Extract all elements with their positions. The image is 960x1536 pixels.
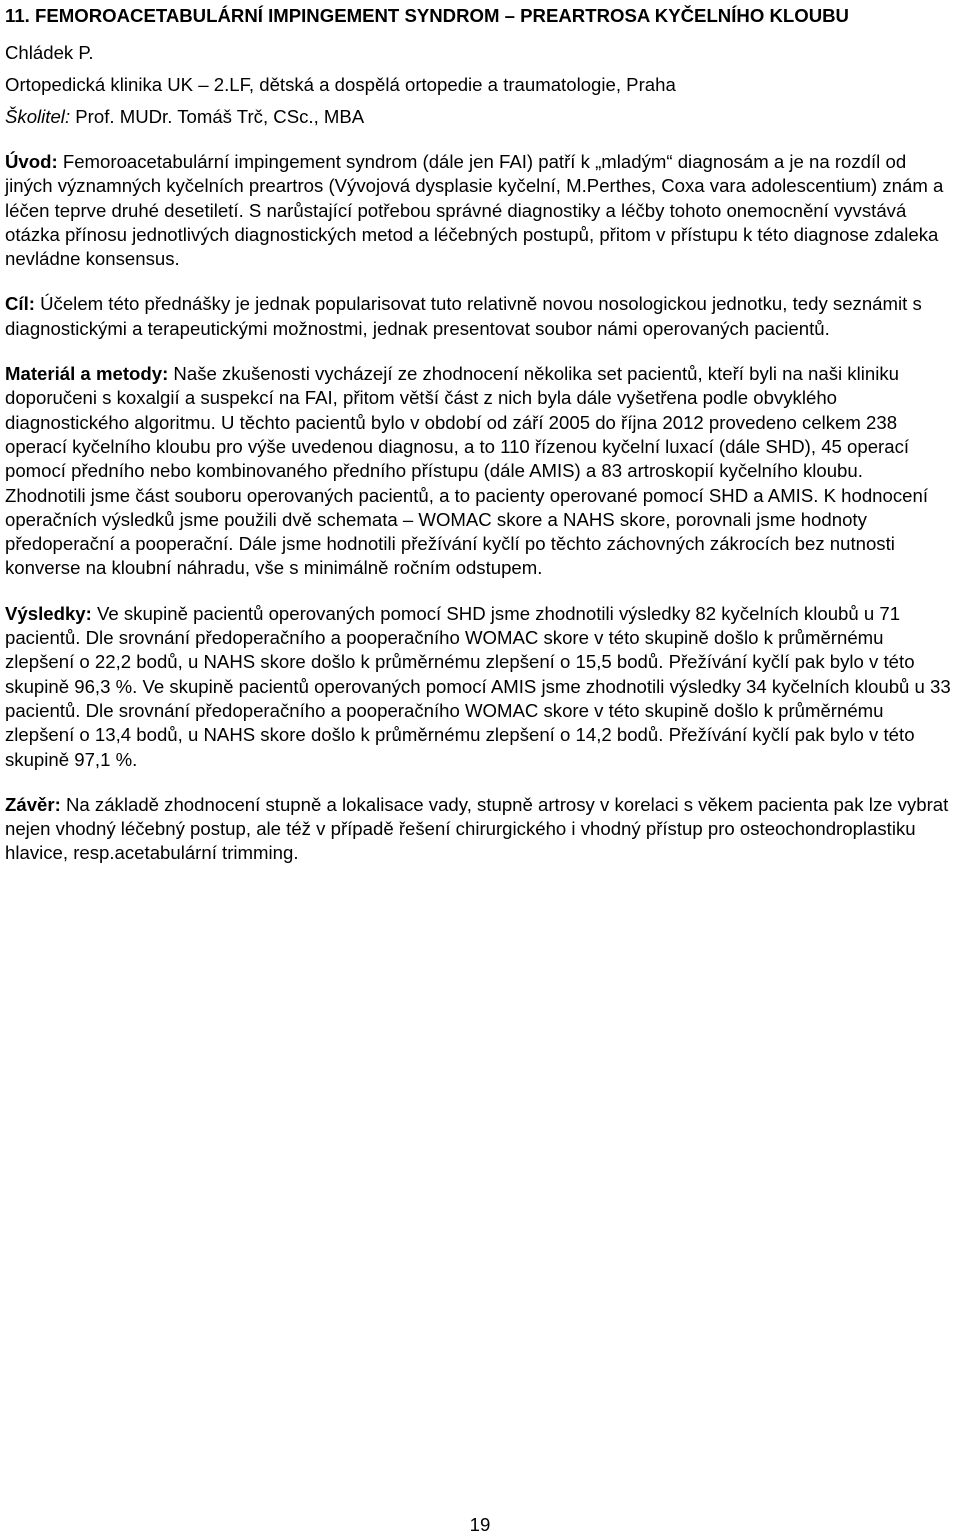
section-material-text: Naše zkušenosti vycházejí ze zhodnocení několika set pacientů, kteří byli na naši kliniku doporučeni s koxalgií a suspekcí na FAI, přitom větší část z nich byla dále vyšetřena podle obvyklého diagnostického algoritmu. U těchto pacientů bylo v období od září 2005 do října 2012 provedeno celkem 238 operací kyčelního kloubu pro výše uvedenou diagnosu, a to 110 řízenou kyčelní luxací (dále SHD), 45 operací pomocí předního nebo kombinovaného předního přístupu (dále AMIS) a 83 artroskopií kyčelního kloubu. [5, 363, 910, 482]
section-zaver-label: Závěr: [5, 793, 61, 815]
section-material-continued: Zhodnotili jsme část souboru operovaných pacientů, a to pacienty operované pomocí SHD a AMIS. K hodnocení operačních výsledků jsme použili dvě schemata – WOMAC skore a NAHS skore, porovnali jsme hodnoty předoperační a pooperační. Dále jsme hodnotili přežívání kyčlí po těchto záchovných zákrocích bez nutnosti konverse na kloubní náhradu, vše s minimálně ročním odstupem. [5, 484, 928, 579]
section-zaver [5, 793, 957, 866]
section-uvod [5, 150, 957, 271]
document-page [5, 0, 957, 866]
affiliation: Ortopedická klinika UK – 2.LF, dětská a dospělá ortopedie a traumatologie, Praha [5, 74, 676, 95]
section-vysledky-label: Výsledky: [5, 602, 92, 624]
supervisor-line [5, 105, 957, 128]
section-vysledky [5, 602, 957, 772]
section-cil-label: Cíl: [5, 293, 35, 315]
section-material-label: Materiál a metody: [5, 363, 169, 385]
page-number: 19 [469, 1514, 491, 1535]
section-zaver-text: Na základě zhodnocení stupně a lokalisace vady, stupně artrosy v korelaci s věkem pacienta pak lze vybrat nejen vhodný léčebný postup, ale též v případě řešení chirurgického i vhodný přístup pro osteochondroplastiku hlavice, resp.acetabulární trimming. [5, 793, 949, 864]
section-cil-text: Účelem této přednášky je jednak popularisovat tuto relativně novou nosologickou jednotku, tedy seznámit s diagnostickými a terapeutickými možnostmi, jednak presentovat soubor námi operovaných pacientů. [5, 293, 922, 339]
supervisor-name: Prof. MUDr. Tomáš Trč, CSc., MBA [70, 106, 365, 127]
section-material [5, 362, 957, 483]
author-name: Chládek P. [5, 42, 94, 63]
section-cil [5, 292, 957, 341]
abstract-title: 11. FEMOROACETABULÁRNÍ IMPINGEMENT SYNDROM – PREARTROSA KYČELNÍHO KLOUBU [5, 5, 849, 26]
section-vysledky-text: Ve skupině pacientů operovaných pomocí SHD jsme zhodnotili výsledky 82 kyčelních kloubů u 71 pacientů. Dle srovnání předoperačního a pooperačního WOMAC skore v této skupině došlo k průměrnému zlepšení o 22,2 bodů, u NAHS skore došlo k průměrnému zlepšení o 15,5 bodů. Přežívání kyčlí pak bylo v této skupině 96,3 %. Ve skupině pacientů operovaných pomocí AMIS jsme zhodnotili výsledky 34 kyčelních kloubů u 33 pacientů. Dle srovnání předoperačního a pooperačního WOMAC skore v této skupině došlo k průměrnému zlepšení o 13,4 bodů, u NAHS skore došlo k průměrnému zlepšení o 14,2 bodů. Přežívání kyčlí pak bylo v této skupině 97,1 %. [5, 602, 951, 770]
supervisor-label: Školitel: [5, 106, 71, 127]
section-uvod-text: Femoroacetabulární impingement syndrom (dále jen FAI) patří k „mladým“ diagnosám a je na rozdíl od jiných významných kyčelních preartros (Vývojová dysplasie kyčelní, M.Perthes, Coxa vara adolescentium) znám a léčen teprve druhé desetiletí. S narůstající potřebou správné diagnostiky a léčby tohoto onemocnění vyvstává otázka přínosu jednotlivých diagnostických metod a léčebných postupů, přitom v přístupu k této diagnose zdaleka nevládne konsensus. [5, 151, 944, 270]
section-uvod-label: Úvod: [5, 151, 58, 172]
